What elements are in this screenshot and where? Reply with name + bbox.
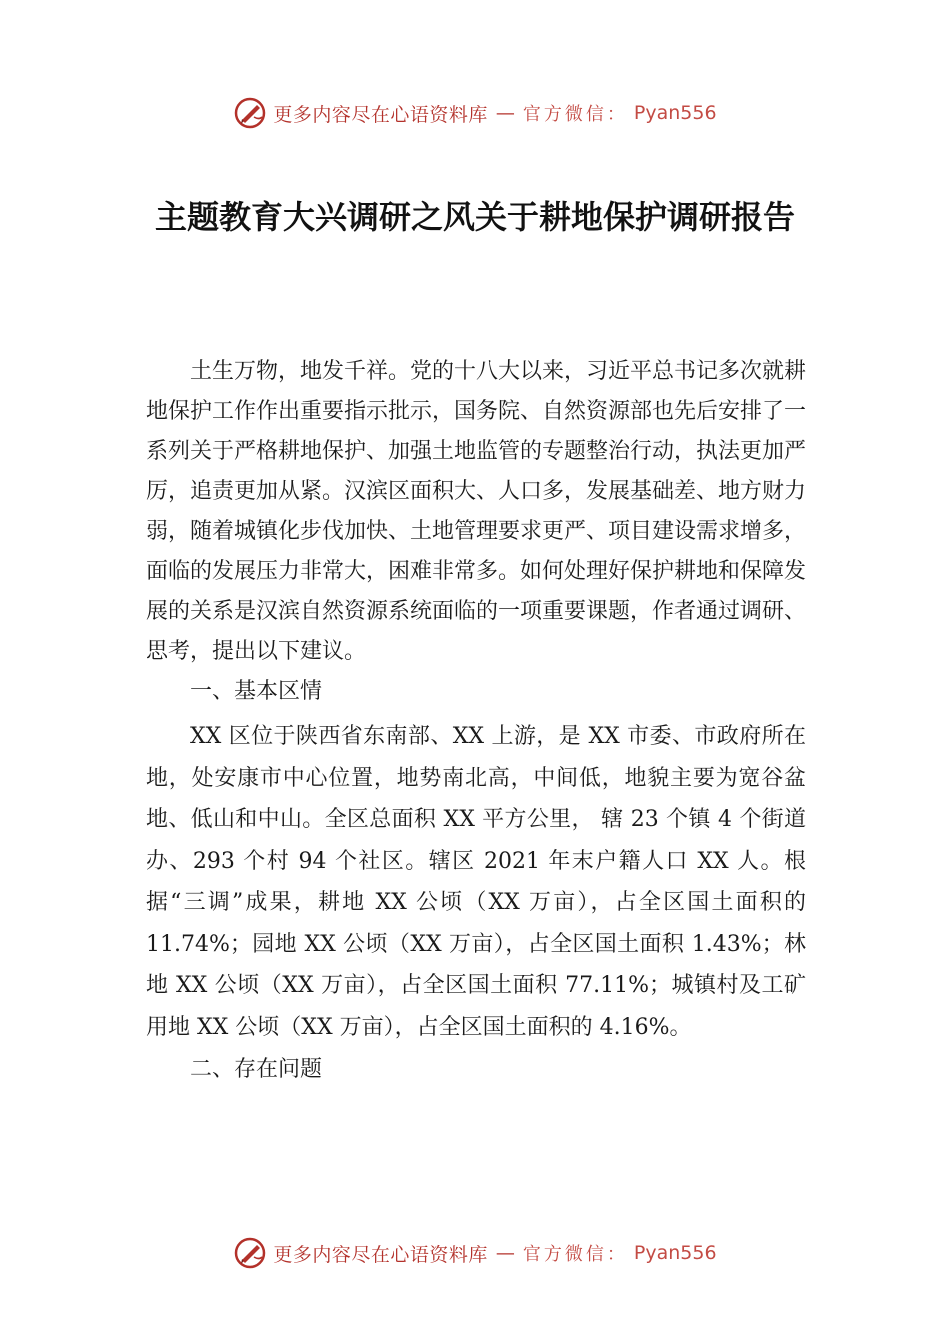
document-title: 主题教育大兴调研之风关于耕地保护调研报告: [154, 198, 795, 236]
basic-info-paragraph: XX 区位于陕西省东南部、XX 上游，是 XX 市委、市政府所在地，处安康市中心位置，地势南北高，中间低，地貌主要为宽谷盆地、低山和中山。全区总面积 XX 平方公里， 辖 23 个镇 4 个街道办、293 个村 94 个社区。辖区 2021 年末户籍人口 XX 人。根据“三调”成果，耕地 XX 公顷（XX 万亩），占全区国土面积的 11.74%；园地 XX 公顷（XX 万亩），占全区国土面积 1.43%；林地 XX 公顷（XX 万亩），占全区国土面积 77.11%；城镇村及工矿用地 XX 公顷（XX 万亩），占全区国土面积的 4.16%。: [146, 724, 806, 1040]
intro-paragraph: 土生万物，地发千祥。党的十八大以来，习近平总书记多次就耕地保护工作作出重要指示批示，国务院、自然资源部也先后安排了一系列关于严格耕地保护、加强土地监管的专题整治行动，执法更加严厉，追责更加从紧。汉滨区面积大、人口多，发展基础差、地方财力弱，随着城镇化步伐加快、土地管理要求更严、项目建设需求增多，面临的发展压力非常大，困难非常多。如何处理好保护耕地和保障发展的关系是汉滨自然资源系统面临的一项重要课题，作者通过调研、思考，提出以下建议。: [146, 359, 807, 664]
logo-icon: [233, 96, 267, 130]
document-body: [146, 352, 806, 1090]
logo-icon: [233, 1236, 267, 1270]
watermark-wechat-label: 官方微信：: [522, 104, 628, 125]
section-heading-basic-info: 一、基本区情: [190, 679, 323, 704]
watermark-wechat-id: Pyan556: [633, 1242, 717, 1264]
footer-watermark: [0, 1233, 950, 1273]
watermark-wechat-label: 官方微信：: [522, 1244, 628, 1265]
section-heading-problems: 二、存在问题: [190, 1057, 323, 1082]
header-watermark: [0, 93, 950, 133]
watermark-text: 更多内容尽在心语资料库: [273, 1243, 488, 1266]
watermark-dash: —: [495, 102, 515, 124]
watermark-dash: —: [495, 1242, 515, 1264]
watermark-text: 更多内容尽在心语资料库: [273, 103, 488, 126]
watermark-wechat-id: Pyan556: [633, 102, 717, 124]
